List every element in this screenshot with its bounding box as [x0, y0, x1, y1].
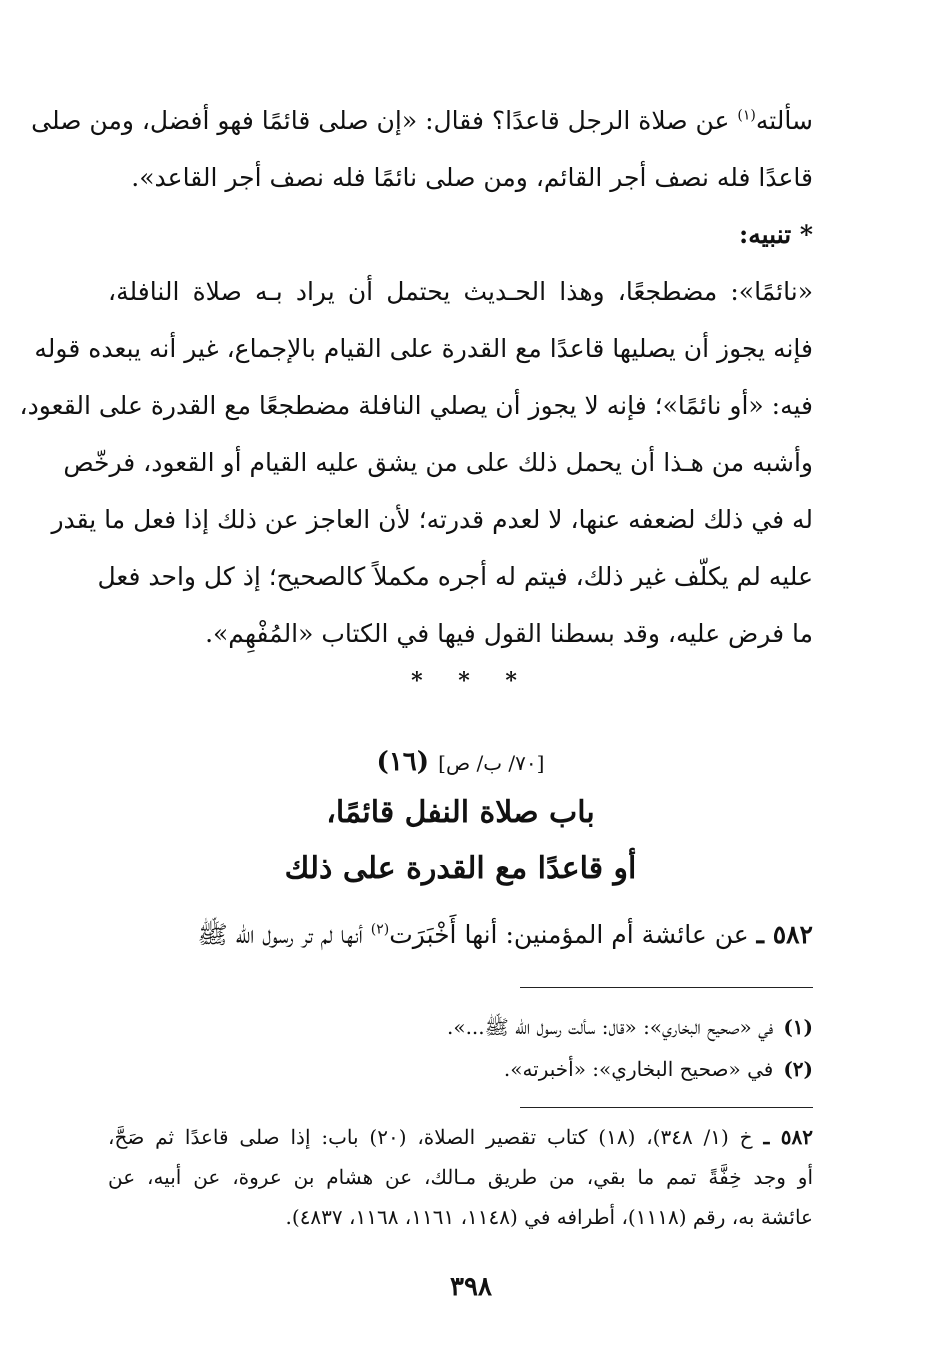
footnote-number: (٢)	[783, 1057, 813, 1081]
footnote-marker[interactable]: (١)	[737, 107, 756, 124]
takhrij-number: ٥٨٢ ـ	[763, 1125, 813, 1149]
text-line: له في ذلك لضعفه عنها، لا لعدم قدرته؛ لأن العاجز عن ذلك إذا فعل ما يقدر	[51, 505, 813, 534]
text-fragment: أنها لم تر رسول الله ﷺ	[197, 920, 371, 949]
chapter-title-line-2: أو قاعدًا مع القدرة على ذلك	[284, 851, 637, 886]
footnote-divider	[520, 987, 813, 988]
footnotes	[108, 1006, 813, 1090]
chapter-title-line-1: باب صلاة النفل قائمًا،	[326, 795, 595, 830]
chapter-heading	[108, 740, 813, 897]
takhrij-line	[108, 1117, 813, 1157]
footnote-number: (١)	[783, 1015, 813, 1039]
footnote-text: في «صحيح البخاري»: «قال: سألت رسول الله ﷺ...».	[446, 1015, 774, 1039]
text-fragment: خ (١/ ٣٤٨)، (١٨) كتاب تقصير الصلاة، (٢٠) باب: إذا صلى قاعدًا ثم صَحَّ،	[108, 1125, 753, 1149]
footnote-item	[108, 1006, 813, 1048]
hadith-number: ٥٨٢ ـ	[756, 920, 813, 949]
footnote-marker[interactable]: (٢)	[370, 921, 390, 938]
text-fragment: عن عائشة أم المؤمنين: أنها أَخْبَرَت	[389, 920, 757, 949]
text-line: «نائمًا»: مضطجعًا، وهذا الحـديث يحتمل أن يراد بـه صلاة النافلة،	[108, 277, 813, 306]
text-line: فإنه يجوز أن يصليها قاعدًا مع القدرة على القيام بالإجماع، غير أنه يبعده قوله	[34, 334, 813, 363]
text-line: وأشبه من هـذا أن يحمل ذلك على من يشق عليه القيام أو القعود، فرخّص	[63, 448, 813, 477]
text-line: عليه لم يكلّف غير ذلك، فيتم له أجره مكملاً كالصحيح؛ إذ كل واحد فعل	[97, 562, 813, 591]
footnote-item	[108, 1048, 813, 1090]
hadith-text	[108, 913, 813, 957]
section-separator: * * *	[411, 668, 531, 694]
page-number: ٣٩٨	[450, 1272, 492, 1302]
notice-heading: * تنبيه:	[739, 220, 813, 249]
takhrij-line: عائشة به، رقم (١١١٨)، أطرافه في (١١٤٨، ١١٦١، ١١٦٨، ٤٨٣٧).	[285, 1205, 813, 1229]
text-line: قاعدًا فله نصف أجر القائم، ومن صلى نائمًا فله نصف أجر القاعد».	[131, 163, 813, 192]
text-line: ما فرض عليه، وقد بسطنا القول فيها في الكتاب «المُفْهِم».	[205, 619, 813, 648]
chapter-number: (١٦)	[376, 747, 430, 777]
main-text	[19, 92, 813, 662]
text-fragment: سألته	[755, 106, 813, 135]
text-line	[31, 92, 813, 149]
footnote-text: في «صحيح البخاري»: «أخبرته».	[503, 1057, 774, 1081]
manuscript-reference: [٧٠/ ب/ ص]	[438, 751, 545, 775]
takhrij-line: أو وجد خِفَّةً تمم ما بقي، من طريق مـالك، عن هشام بن عروة، عن أبيه، عن	[108, 1165, 813, 1189]
chapter-number-line	[108, 740, 813, 785]
takhrij-divider	[520, 1107, 813, 1108]
text-fragment: عن صلاة الرجل قاعدًا؟ فقال: «إن صلى قائمًا فهو أفضل، ومن صلى	[31, 106, 738, 135]
text-line: فيه: «أو نائمًا»؛ فإنه لا يجوز أن يصلي النافلة مضطجعًا مع القدرة على القعود،	[19, 391, 813, 420]
takhrij-notes	[108, 1117, 813, 1237]
